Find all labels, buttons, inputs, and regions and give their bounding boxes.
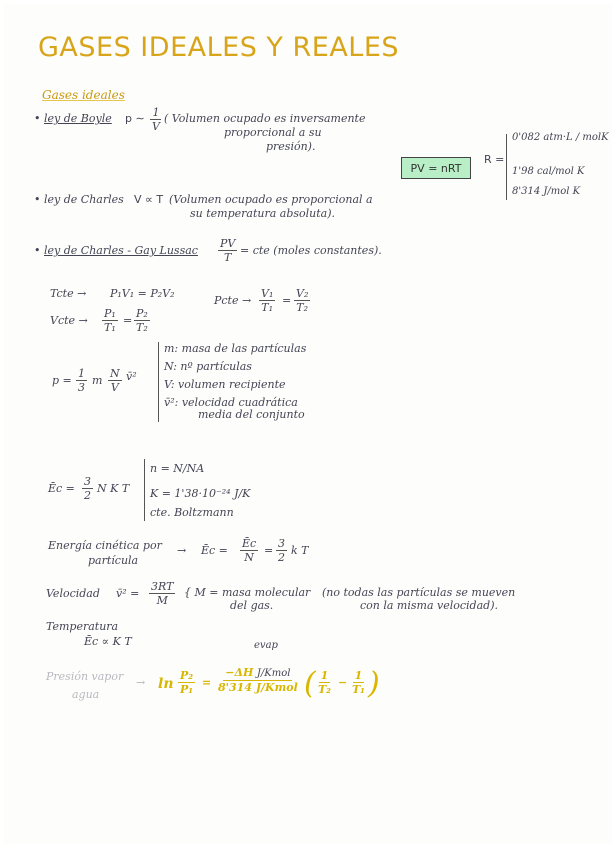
vapor-label-1: Presión vapor	[46, 670, 124, 683]
r-label: R =	[484, 153, 505, 166]
r-value-3: 8'314 J/mol K	[512, 186, 581, 197]
gay-lussac-fraction	[218, 237, 237, 264]
boyle-note-2: proporcional a su	[224, 126, 322, 139]
bullet: •	[34, 193, 41, 206]
energy-fraction	[82, 475, 93, 502]
kinetic-frac-2	[276, 537, 287, 564]
fraction-denominator: T₂	[318, 683, 332, 696]
temperature-expr: Ēc ∝ K T	[84, 635, 132, 648]
r-value-2: 1'98 cal/mol K	[512, 166, 585, 177]
equals: =	[123, 314, 133, 327]
energy-lhs: Ēc =	[48, 482, 75, 495]
fraction-denominator: T₂	[136, 321, 148, 334]
boyle-note-1: ( Volumen ocupado es inversamente	[164, 112, 366, 125]
fraction-denominator: T₁	[104, 321, 116, 334]
energy-rhs: N K T	[97, 482, 130, 495]
ideal-gas-law-box: PV = nRT	[401, 157, 471, 179]
r-value-1: 0'082 atm·L / molK	[512, 132, 609, 143]
fraction-denominator: V	[110, 381, 119, 394]
kinetic-arrow: →	[177, 544, 187, 557]
energy-def-2: K = 1'38·10⁻²⁴ J/K	[150, 487, 251, 500]
fraction-denominator: T₁	[352, 683, 366, 696]
kinetic-frac-1	[240, 537, 258, 564]
velocity-note-1: { M = masa molecular	[184, 586, 311, 599]
charles-law-name: ley de Charles	[44, 193, 124, 206]
pressure-def-4: v̄²: velocidad cuadrática	[164, 396, 298, 409]
pressure-lhs: p =	[52, 374, 72, 387]
fraction-denominator: 2	[84, 489, 91, 502]
pressure-def-5: media del conjunto	[198, 408, 305, 421]
charles-line	[34, 193, 124, 206]
pcte-lhs: Pcte →	[214, 294, 252, 307]
pressure-brace	[158, 342, 159, 422]
pressure-def-1: m: masa de las partículas	[164, 342, 307, 355]
notes-page	[4, 4, 612, 844]
vapor-temp-frac-1	[316, 669, 333, 696]
equals: =	[282, 294, 292, 307]
boyle-law-name: ley de Boyle	[44, 112, 112, 125]
pressure-mass: m	[92, 374, 103, 387]
fraction-numerator	[223, 666, 292, 681]
vapor-arrow: →	[136, 676, 146, 689]
kinetic-label-2: partícula	[88, 554, 139, 567]
velocity-label: Velocidad	[46, 587, 100, 600]
vapor-equals: =	[202, 676, 212, 689]
charles-expr: V ∝ T	[134, 193, 164, 206]
fraction-denominator: 3	[78, 381, 85, 394]
velocity-lhs: v̄² =	[116, 587, 140, 600]
fraction-denominator: 2	[278, 551, 285, 564]
fraction-denominator: T₁	[261, 301, 274, 314]
vapor-paren-open: (	[304, 666, 316, 701]
pressure-velocity: v̄²	[126, 370, 137, 383]
section-heading-ideal: Gases ideales	[42, 88, 125, 102]
equals: =	[264, 544, 274, 557]
fraction-numerator: 3	[278, 537, 285, 550]
energy-brace	[144, 459, 145, 521]
vapor-ln: ln	[158, 676, 174, 692]
page-title: GASES IDEALES Y REALES	[38, 32, 400, 63]
temperature-label: Temperatura	[46, 620, 119, 633]
fraction-numerator: 3	[84, 475, 91, 488]
fraction-numerator: 1	[78, 367, 85, 380]
pcte-frac-1	[259, 287, 275, 314]
velocity-fraction	[149, 580, 175, 607]
vapor-temp-frac-2	[350, 669, 367, 696]
boyle-expr: p ∼	[125, 112, 145, 125]
tcte-rhs: P₁V₁ = P₂V₂	[110, 287, 175, 300]
r-brace	[506, 134, 507, 200]
kinetic-lhs: Ēc =	[201, 544, 228, 557]
gay-lussac-note: = cte (moles constantes).	[240, 244, 382, 257]
tcte-lhs: Tcte →	[50, 287, 87, 300]
fraction-denominator: 8'314 J/Kmol	[218, 681, 298, 694]
velocity-note-4: con la misma velocidad).	[360, 599, 498, 612]
velocity-note-2: del gas.	[230, 599, 274, 612]
boyle-fraction	[150, 106, 162, 133]
enthalpy: −ΔH	[225, 666, 254, 679]
fraction-numerator: P₂	[136, 307, 148, 320]
kinetic-label-1: Energía cinética por	[48, 539, 162, 552]
fraction-denominator: V	[152, 120, 160, 133]
vapor-label-2: agua	[72, 688, 100, 701]
energy-def-1: n = N/NA	[150, 462, 205, 475]
vapor-evap: evap	[254, 640, 278, 651]
vapor-pressure-ratio	[178, 669, 195, 696]
fraction-numerator: V₂	[296, 287, 309, 300]
boyle-line	[34, 112, 112, 125]
pcte-frac-2	[294, 287, 310, 314]
pressure-frac-2	[108, 367, 122, 394]
fraction-numerator: 1	[320, 669, 329, 682]
energy-def-3: cte. Boltzmann	[150, 506, 234, 519]
fraction-numerator: N	[110, 367, 120, 380]
fraction-numerator: 3RT	[151, 580, 174, 593]
boyle-note-3: presión).	[266, 140, 316, 153]
bullet: •	[34, 244, 41, 257]
charles-note-1: (Volumen ocupado es proporcional a	[169, 193, 373, 206]
velocity-note-3: (no todas las partículas se mueven	[322, 586, 516, 599]
fraction-numerator: P₁	[104, 307, 116, 320]
fraction-numerator: V₁	[261, 287, 274, 300]
charles-note-2: su temperatura absoluta).	[190, 207, 336, 220]
vapor-enthalpy-fraction	[216, 666, 300, 694]
kinetic-rhs: k T	[291, 544, 309, 557]
gay-lussac-line	[34, 244, 198, 257]
vcte-frac-1	[102, 307, 118, 334]
vapor-minus: −	[338, 676, 348, 689]
pressure-def-2: N: nº partículas	[164, 360, 252, 373]
fraction-numerator: Ēc	[242, 537, 257, 550]
fraction-numerator: P₂	[180, 669, 194, 682]
enthalpy-unit: J/Kmol	[256, 668, 291, 679]
fraction-denominator: T	[224, 251, 232, 264]
fraction-denominator: M	[156, 594, 168, 607]
gay-lussac-law-name: ley de Charles - Gay Lussac	[44, 244, 198, 257]
fraction-numerator: 1	[354, 669, 363, 682]
fraction-denominator: T₂	[296, 301, 309, 314]
pressure-def-3: V: volumen recipiente	[164, 378, 286, 391]
bullet: •	[34, 112, 41, 125]
fraction-denominator: N	[244, 551, 254, 564]
fraction-denominator: P₁	[180, 683, 194, 696]
fraction-numerator: PV	[220, 237, 236, 250]
fraction-numerator: 1	[152, 106, 160, 119]
vcte-frac-2	[134, 307, 150, 334]
pressure-frac-1	[76, 367, 87, 394]
vapor-paren-close: )	[368, 666, 380, 701]
vcte-lhs: Vcte →	[50, 314, 88, 327]
